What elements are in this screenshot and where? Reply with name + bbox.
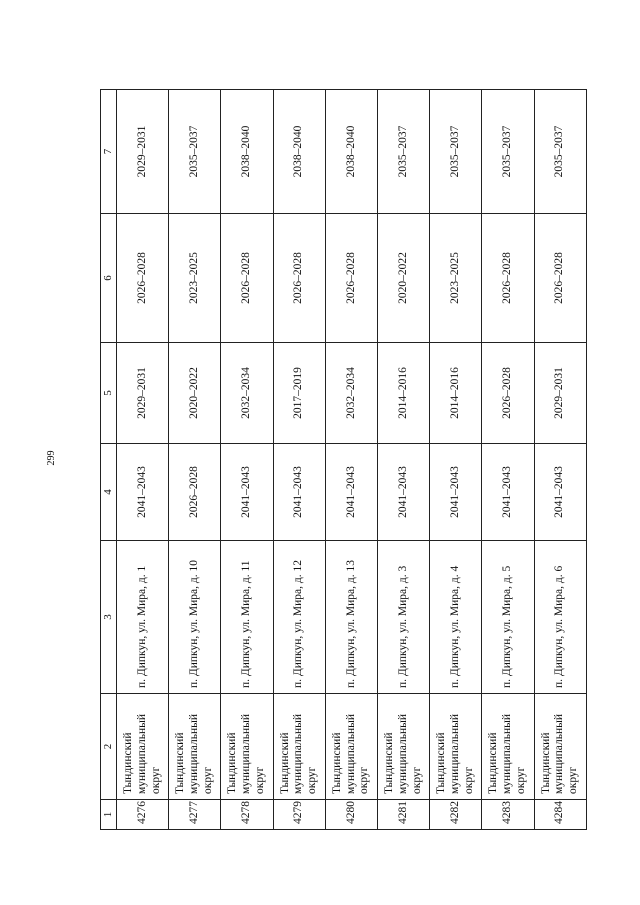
header-cell: 6	[101, 214, 117, 343]
period-cell: 2026–2028	[273, 214, 325, 343]
table-row	[378, 90, 430, 830]
row-number-cell: 4282	[430, 800, 482, 830]
header-row	[101, 90, 117, 830]
district-cell: Тындинский муниципальный округ	[325, 694, 377, 800]
table-row	[273, 90, 325, 830]
address-cell: п. Дипкун, ул. Мира, д. 10	[169, 541, 221, 694]
address-cell: п. Дипкун, ул. Мира, д. 3	[378, 541, 430, 694]
district-cell: Тындинский муниципальный округ	[169, 694, 221, 800]
table-row	[117, 90, 169, 830]
table-row	[221, 90, 273, 830]
period-cell: 2041–2043	[430, 444, 482, 541]
period-cell: 2014–2016	[430, 343, 482, 444]
header-cell: 1	[101, 800, 117, 830]
period-cell: 2032–2034	[325, 343, 377, 444]
table-row	[325, 90, 377, 830]
period-cell: 2026–2028	[482, 343, 534, 444]
rotated-table-area	[100, 90, 587, 830]
period-cell: 2017–2019	[273, 343, 325, 444]
header-cell: 2	[101, 694, 117, 800]
row-number-cell: 4281	[378, 800, 430, 830]
housing-schedule-table	[100, 89, 587, 830]
period-cell: 2026–2028	[117, 214, 169, 343]
period-cell: 2041–2043	[221, 444, 273, 541]
row-number-cell: 4284	[534, 800, 586, 830]
district-cell: Тындинский муниципальный округ	[273, 694, 325, 800]
period-cell: 2026–2028	[221, 214, 273, 343]
period-cell: 2041–2043	[117, 444, 169, 541]
period-cell: 2041–2043	[325, 444, 377, 541]
row-number-cell: 4278	[221, 800, 273, 830]
period-cell: 2038–2040	[325, 90, 377, 214]
row-number-cell: 4277	[169, 800, 221, 830]
period-cell: 2014–2016	[378, 343, 430, 444]
period-cell: 2038–2040	[273, 90, 325, 214]
address-cell: п. Дипкун, ул. Мира, д. 12	[273, 541, 325, 694]
period-cell: 2026–2028	[169, 444, 221, 541]
district-cell: Тындинский муниципальный округ	[221, 694, 273, 800]
row-number-cell: 4280	[325, 800, 377, 830]
period-cell: 2020–2022	[169, 343, 221, 444]
row-number-cell: 4279	[273, 800, 325, 830]
header-cell: 5	[101, 343, 117, 444]
district-cell: Тындинский муниципальный округ	[534, 694, 586, 800]
district-cell: Тындинский муниципальный округ	[430, 694, 482, 800]
period-cell: 2026–2028	[534, 214, 586, 343]
header-cell: 4	[101, 444, 117, 541]
period-cell: 2041–2043	[378, 444, 430, 541]
period-cell: 2038–2040	[221, 90, 273, 214]
period-cell: 2029–2031	[534, 343, 586, 444]
period-cell: 2023–2025	[430, 214, 482, 343]
table-row	[534, 90, 586, 830]
period-cell: 2023–2025	[169, 214, 221, 343]
period-cell: 2041–2043	[534, 444, 586, 541]
period-cell: 2035–2037	[482, 90, 534, 214]
table-row	[482, 90, 534, 830]
page-number: 299	[46, 450, 57, 466]
address-cell: п. Дипкун, ул. Мира, д. 13	[325, 541, 377, 694]
period-cell: 2035–2037	[534, 90, 586, 214]
header-cell: 7	[101, 90, 117, 214]
address-cell: п. Дипкун, ул. Мира, д. 1	[117, 541, 169, 694]
district-cell: Тындинский муниципальный округ	[482, 694, 534, 800]
period-cell: 2029–2031	[117, 343, 169, 444]
period-cell: 2032–2034	[221, 343, 273, 444]
period-cell: 2041–2043	[482, 444, 534, 541]
address-cell: п. Дипкун, ул. Мира, д. 11	[221, 541, 273, 694]
header-cell: 3	[101, 541, 117, 694]
period-cell: 2035–2037	[378, 90, 430, 214]
period-cell: 2026–2028	[482, 214, 534, 343]
period-cell: 2035–2037	[169, 90, 221, 214]
period-cell: 2041–2043	[273, 444, 325, 541]
period-cell: 2020–2022	[378, 214, 430, 343]
row-number-cell: 4276	[117, 800, 169, 830]
period-cell: 2026–2028	[325, 214, 377, 343]
row-number-cell: 4283	[482, 800, 534, 830]
address-cell: п. Дипкун, ул. Мира, д. 6	[534, 541, 586, 694]
address-cell: п. Дипкун, ул. Мира, д. 4	[430, 541, 482, 694]
district-cell: Тындинский муниципальный округ	[117, 694, 169, 800]
address-cell: п. Дипкун, ул. Мира, д. 5	[482, 541, 534, 694]
period-cell: 2035–2037	[430, 90, 482, 214]
district-cell: Тындинский муниципальный округ	[378, 694, 430, 800]
table-row	[169, 90, 221, 830]
table-row	[430, 90, 482, 830]
period-cell: 2029–2031	[117, 90, 169, 214]
